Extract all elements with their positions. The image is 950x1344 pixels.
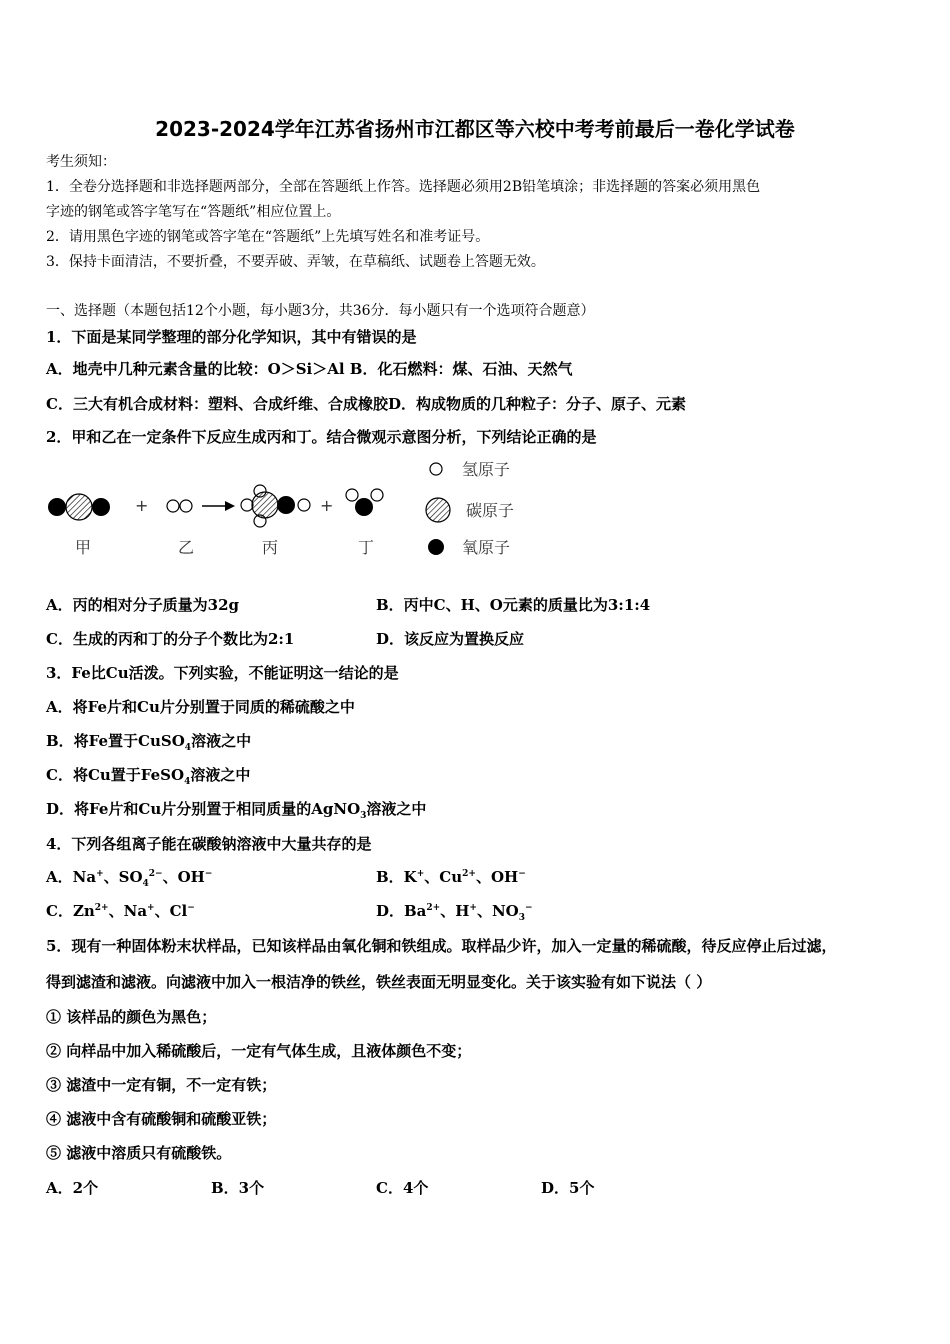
q3-option-b: B．将Fe置于CuSO$_4$溶液之中 [46, 732, 252, 753]
q3-option-c: C．将Cu置于FeSO$_4$溶液之中 [46, 766, 251, 787]
q2-option-b: B．丙中C、H、O元素的质量比为3:1:4 [376, 596, 651, 614]
label-yi: 乙 [178, 538, 195, 557]
notice-heading: 考生须知： [46, 154, 116, 170]
legend [426, 460, 514, 557]
q5-option-d: D．5个 [541, 1179, 595, 1197]
q5-stem: 得到滤渣和滤液。向滤液中加入一根洁净的铁丝，铁丝表面无明显变化。关于该实验有如下说法（ ） [46, 973, 712, 991]
section-heading: 一、选择题（本题包括12个小题，每小题3分，共36分．每小题只有一个选项符合题意） [46, 303, 595, 319]
notice-item: 2．请用黑色字迹的钢笔或答字笔在“答题纸”上先填写姓名和准考证号。 [46, 229, 490, 245]
q5-statement: ② 向样品中加入稀硫酸后，一定有气体生成，且液体颜色不变； [46, 1042, 472, 1060]
svg-text:氢原子: 氢原子 [462, 460, 511, 479]
q2-stem: 2．甲和乙在一定条件下反应生成丙和丁。结合微观示意图分析，下列结论正确的是 [46, 428, 597, 446]
q5-statement: ③ 滤渣中一定有铜，不一定有铁； [46, 1076, 277, 1094]
plus-sign: + [320, 496, 334, 515]
label-ding: 丁 [358, 538, 375, 557]
label-bing: 丙 [262, 538, 279, 557]
q1-stem: 1．下面是某同学整理的部分化学知识，其中有错误的是 [46, 328, 417, 346]
reaction-arrow [202, 501, 235, 511]
q4-option-b: B．K+、$Cu^{2+}$、OH− [376, 868, 526, 886]
q1-options-cd: C．三大有机合成材料：塑料、合成纤维、合成橡胶D．构成物质的几种粒子：分子、原子、元素 [46, 395, 686, 413]
plus-sign: + [135, 496, 149, 515]
notice-item: 字迹的钢笔或答字笔写在“答题纸”相应位置上。 [46, 204, 341, 220]
q5-option-c: C．4个 [376, 1179, 429, 1197]
molecule-jia [48, 494, 110, 520]
q3-option-d: D．将Fe片和Cu片分别置于相同质量的AgNO$_3$溶液之中 [46, 800, 427, 821]
molecule-bing [241, 485, 310, 527]
q2-option-d: D．该反应为置换反应 [376, 630, 525, 648]
notice-item: 1．全卷分选择题和非选择题两部分，全部在答题纸上作答。选择题必须用2B铅笔填涂；非选择题的答案必须用黑色 [46, 179, 761, 195]
q1-options-ab: A．地壳中几种元素含量的比较：O＞Si＞Al B．化石燃料：煤、石油、天然气 [46, 360, 573, 378]
q4-stem: 4．下列各组离子能在碳酸钠溶液中大量共存的是 [46, 835, 372, 853]
q5-statement: ① 该样品的颜色为黑色； [46, 1008, 217, 1026]
molecule-yi [167, 500, 192, 512]
label-jia: 甲 [75, 538, 92, 557]
q5-stem: 5．现有一种固体粉末状样品，已知该样品由氧化铜和铁组成。取样品少许，加入一定量的稀硫酸，待反应停止后过滤， [46, 937, 837, 955]
svg-text:碳原子: 碳原子 [466, 501, 515, 520]
svg-text:氧原子: 氧原子 [462, 538, 511, 557]
page-title: 2023-2024学年江苏省扬州市江都区等六校中考考前最后一卷化学试卷 [155, 117, 795, 141]
q5-option-a: A．2个 [46, 1179, 99, 1197]
q3-option-a: A．将Fe片和Cu片分别置于同质的稀硫酸之中 [46, 698, 355, 716]
q5-statement: ④ 滤液中含有硫酸铜和硫酸亚铁； [46, 1110, 277, 1128]
q4-option-d: D．$Ba^{2+}$、H+、$NO_3^-$ [376, 902, 533, 923]
molecule-ding [346, 489, 383, 516]
q2-option-a: A．丙的相对分子质量为32g [46, 596, 240, 614]
q2-option-c: C．生成的丙和丁的分子个数比为2:1 [46, 630, 295, 648]
reaction-diagram [40, 455, 560, 575]
q3-stem: 3．Fe比Cu活泼。下列实验，不能证明这一结论的是 [46, 664, 399, 682]
q4-option-a: A．Na+、$SO_4^{2-}$、OH− [46, 868, 213, 889]
q5-option-b: B．3个 [211, 1179, 265, 1197]
q4-option-c: C．$Zn^{2+}$、Na+、Cl− [46, 902, 195, 920]
notice-item: 3．保持卡面清洁，不要折叠，不要弄破、弄皱，在草稿纸、试题卷上答题无效。 [46, 254, 545, 270]
q5-statement: ⑤ 滤液中溶质只有硫酸铁。 [46, 1144, 232, 1162]
